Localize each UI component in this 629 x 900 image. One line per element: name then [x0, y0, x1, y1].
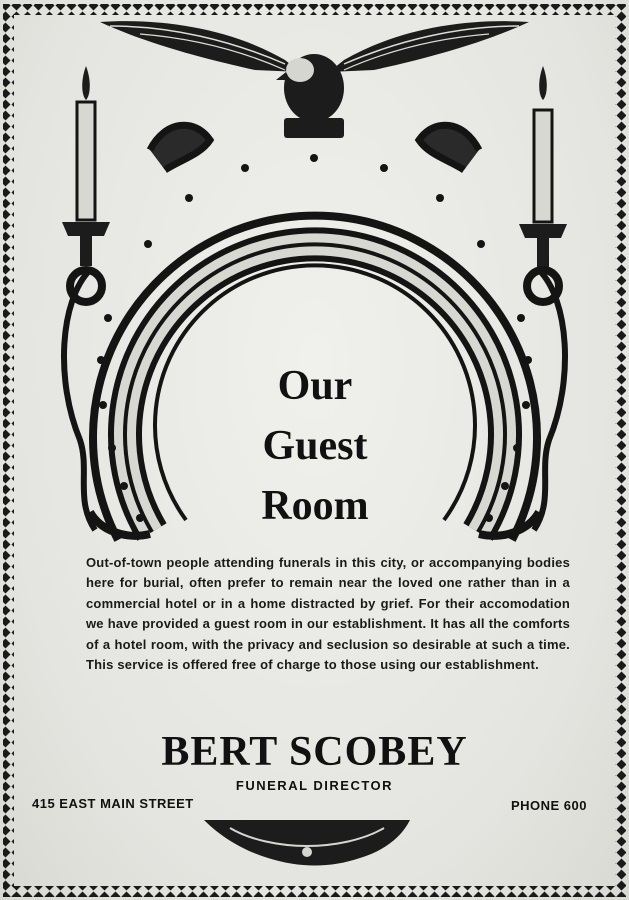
- street-address: 415 EAST MAIN STREET: [32, 796, 194, 811]
- candle-icon: [62, 66, 110, 302]
- business-name: BERT SCOBEY: [161, 729, 468, 775]
- eagle-icon: [100, 21, 529, 138]
- headline-line-3: Room: [261, 483, 369, 529]
- headline-line-1: Our: [277, 363, 353, 409]
- candle-icon: [519, 66, 567, 302]
- phone-number: PHONE 600: [510, 798, 587, 813]
- headline-line-2: Guest: [262, 423, 368, 469]
- ad-body-text: Out-of-town people attending funerals in this city, or accompanying bodies here for burial, often prefer to remain near the loved one rather than in a commercial hotel or in a home distracted by grief. For their accomodation we have provided a guest room in our establishment. It has all the comforts of a hotel room, with the privacy and seclusion so desirable at such a time. This service is offered free of charge to those using our establishment.: [86, 555, 570, 673]
- scroll-ornament-icon: [204, 820, 410, 866]
- business-title: FUNERAL DIRECTOR: [235, 778, 394, 793]
